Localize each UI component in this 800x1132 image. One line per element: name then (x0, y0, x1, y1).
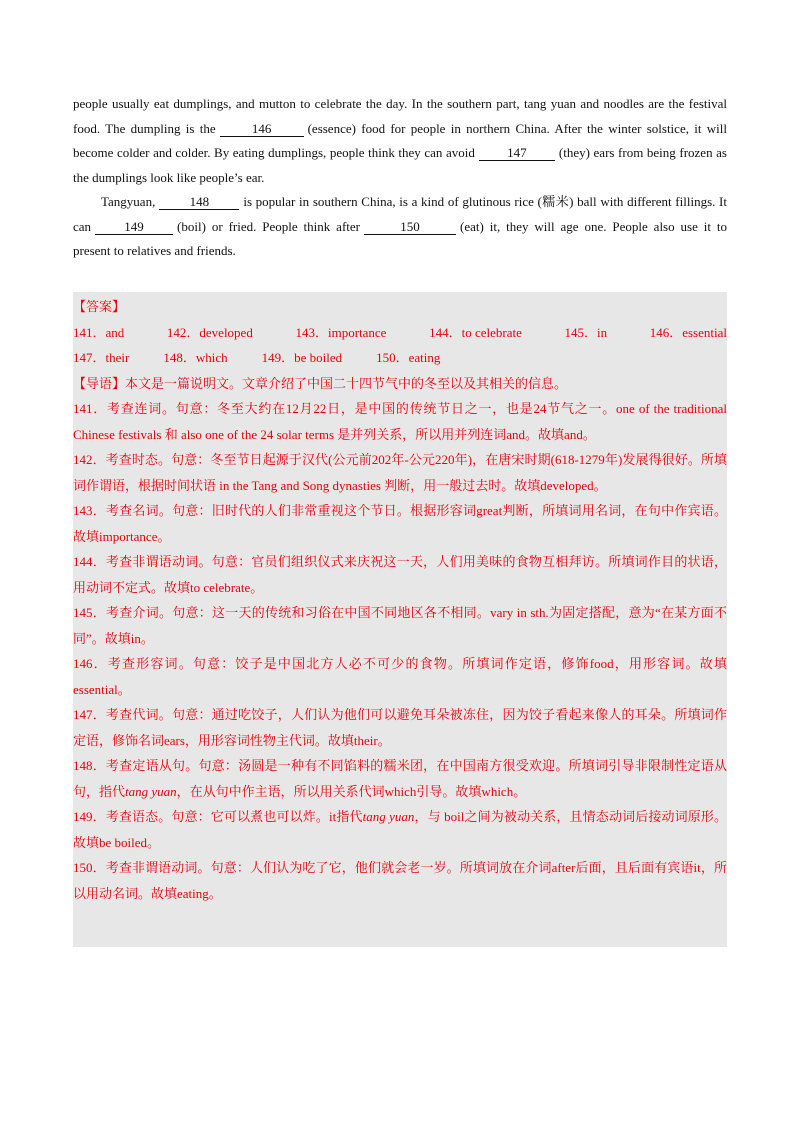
explanation-143: 143．考查名词。句意：旧时代的人们非常重视这个节日。根据形容词great判断，所填词用名词，在句中作宾语。故填importance。 (73, 503, 727, 544)
passage-text: (boil) or fried. People think after (177, 218, 360, 234)
explanation-147: 147．考查代词。句意：通过吃饺子，人们认为他们可以避免耳朵被冻住，因为饺子看起来像人的耳朵。所填词作定语，修饰名词ears，用形容词性物主代词。故填their。 (73, 707, 727, 748)
guide-line: 【导语】本文是一篇说明文。文章介绍了中国二十四节气中的冬至以及其相关的信息。 (73, 375, 568, 391)
tang-yuan-term: tang yuan (125, 783, 177, 799)
answer-title: 【答案】 (73, 299, 126, 314)
explanation-149 (73, 804, 727, 855)
blank-149: 149 (95, 219, 173, 235)
answer-row-1 (73, 320, 727, 346)
answer-142: 142．developed (166, 324, 253, 340)
explanation-148-text: 148．考查定语从句。句意：汤圆是一种有不同馅料的糯米团，在中国南方很受欢迎。所填词引导非限制性定语从句，指代 (73, 758, 727, 799)
blank-147: 147 (479, 145, 555, 161)
blank-150: 150 (364, 219, 456, 235)
passage-paragraph-2 (73, 190, 727, 264)
explanation-145: 145．考查介词。句意：这一天的传统和习俗在中国不同地区各不相同。vary in sth.为固定搭配，意为“在某方面不同”。故填in。 (73, 605, 727, 646)
answer-149: 149．be boiled (261, 350, 343, 365)
explanation-141: 141．考查连词。句意：冬至大约在12月22日，是中国的传统节日之一，也是24节气之一。one of the traditional Chinese festivals 和 also one of the 24 solar terms 是并列关系，所以用并列连词and。故填and。 (73, 401, 727, 442)
answer-141: 141．and (73, 324, 125, 340)
explanations (73, 396, 727, 906)
explanation-149-text: 149．考查语态。句意：它可以煮也可以炸。it指代 (73, 809, 363, 824)
passage-text: is popular in southern China, is a kind of glutinous rice (糯米) ball with different fillings. It can (73, 194, 727, 234)
blank-148: 148 (159, 194, 239, 210)
answer-143: 143．importance (295, 324, 387, 340)
reading-passage (73, 92, 727, 264)
answer-146: 146．essential (649, 324, 727, 340)
explanation-149-text: ，与 boil之间为被动关系，且情态动词后接动词原形。故填be boiled。 (73, 809, 727, 850)
answer-145: 145．in (564, 324, 608, 340)
explanation-148-text: ，在从句中作主语，所以用关系代词which引导。故填which。 (176, 783, 527, 799)
guide-text (73, 371, 727, 397)
explanation-142: 142．考查时态。句意：冬至节日起源于汉代(公元前202年-公元220年)，在唐宋时期(618-1279年)发展得很好。所填词作谓语，根据时间状语 in the Tang and Song dynasties 判断，用一般过去时。故填developed。 (73, 452, 727, 493)
passage-text: Tangyuan, (101, 194, 156, 209)
explanation-150: 150．考查非谓语动词。句意：人们认为吃了它，他们就会老一岁。所填词放在介词after后面，且后面有宾语it，所以用动名词。故填eating。 (73, 860, 727, 901)
explanation-148 (73, 753, 727, 804)
answer-144: 144．to celebrate (429, 324, 522, 340)
passage-paragraph-1 (73, 92, 727, 190)
blank-146: 146 (220, 121, 304, 137)
answer-row-2 (73, 345, 727, 371)
explanation-144: 144．考查非谓语动词。句意：官员们组织仪式来庆祝这一天，人们用美味的食物互相拜访。所填词作目的状语，用动词不定式。故填to celebrate。 (73, 554, 727, 595)
explanation-146: 146．考查形容词。句意：饺子是中国北方人必不可少的食物。所填词作定语，修饰food，用形容词。故填essential。 (73, 656, 727, 697)
passage-text: (essence) food for people in northern China. After the winter solstice, it will become colder and colder. By eating dumplings, people think they can avoid (73, 120, 727, 160)
passage-text: (eat) it, they will age one. People also use it to present to relatives and friends. (73, 218, 727, 258)
answer-box (73, 292, 727, 947)
passage-text: (they) ears from being frozen as the dumplings look like people’s ear. (73, 145, 727, 185)
answer-150: 150．eating (376, 350, 441, 365)
answer-147: 147．their (73, 350, 130, 365)
answer-148: 148．which (163, 350, 228, 365)
tang-yuan-term: tang yuan (362, 809, 415, 824)
passage-text: people usually eat dumplings, and mutton to celebrate the day. In the southern part, tang yuan and noodles are the festival food. The dumpling is the (73, 96, 727, 136)
